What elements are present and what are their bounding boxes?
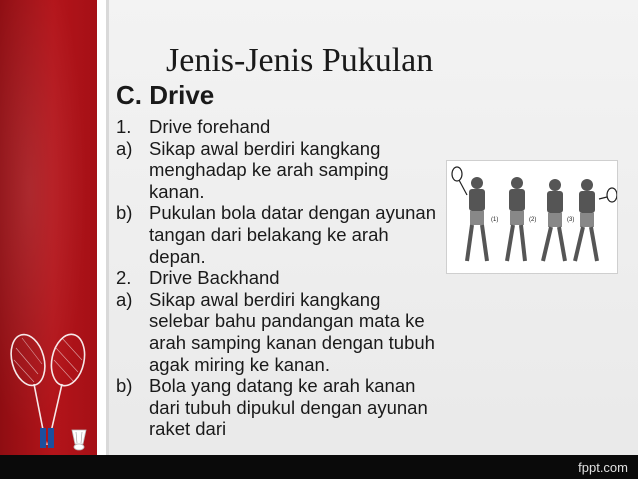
list-item: [116, 116, 446, 138]
slide-subtitle: C. Drive: [116, 80, 215, 110]
list-marker: a): [116, 137, 133, 159]
footer-logo: fppt.com: [578, 460, 628, 475]
list-marker: b): [116, 202, 133, 224]
drive-forehand-illustration: [446, 160, 618, 274]
figure-label: (1): [491, 217, 499, 223]
body-list: [116, 116, 446, 440]
list-item-text: Drive Backhand: [149, 267, 280, 289]
list-item: [116, 138, 446, 203]
list-marker: b): [116, 375, 133, 397]
list-item-text: Pukulan bola datar dengan ayunan tangan dari belakang ke arah depan.: [149, 202, 436, 267]
list-marker: a): [116, 288, 133, 310]
footer-bar: [0, 455, 638, 479]
list-item-text: Sikap awal berdiri kangkang selebar bahu pandangan mata ke arah samping kanan dengan tubuh agak miring ke kanan.: [149, 288, 435, 375]
badminton-rackets-icon: [0, 330, 100, 455]
list-item: [116, 375, 446, 440]
list-marker: 2.: [116, 267, 132, 289]
figure-label: (3): [567, 217, 575, 223]
slide-title: Jenis-Jenis Pukulan: [166, 42, 434, 79]
list-item: [116, 202, 446, 267]
list-item-text: Drive forehand: [149, 116, 271, 137]
figure-label: (2): [529, 217, 537, 223]
list-marker: 1.: [116, 116, 132, 137]
list-item-text: Bola yang datang ke arah kanan dari tubuh dipukul dengan ayunan raket dari: [149, 375, 428, 440]
list-item-text: Sikap awal berdiri kangkang menghadap ke arah samping kanan.: [149, 137, 389, 202]
list-item: [116, 267, 446, 289]
list-item: [116, 289, 446, 375]
